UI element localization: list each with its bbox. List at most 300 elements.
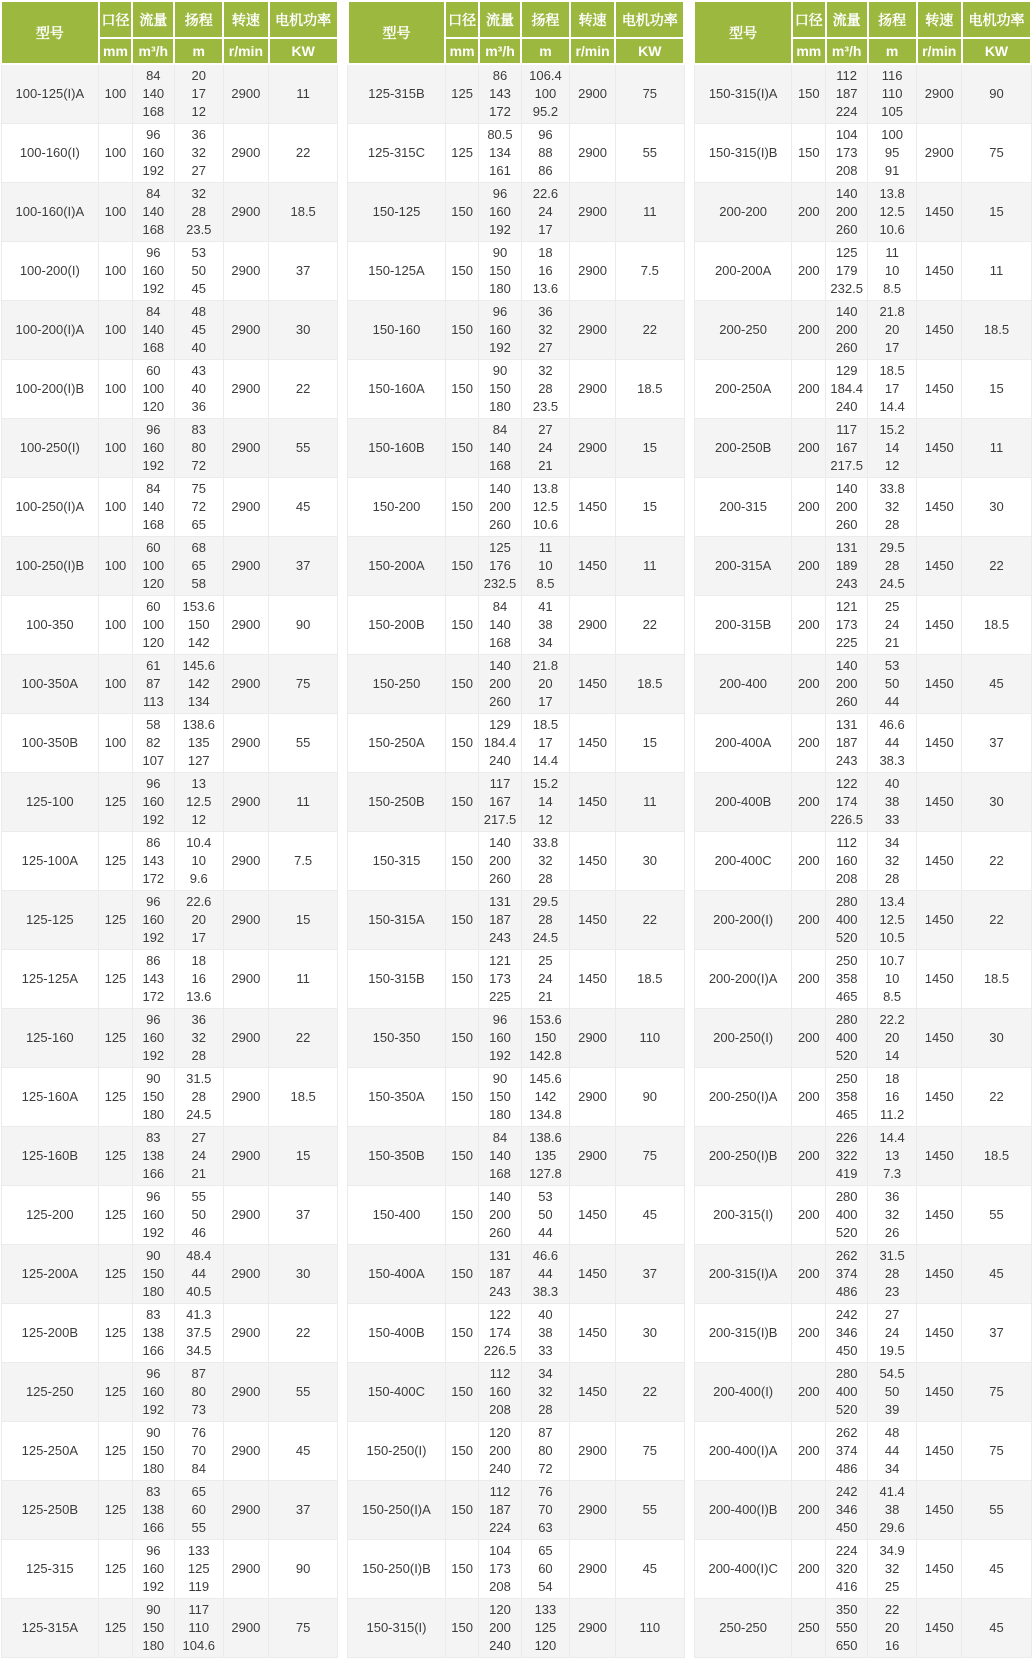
flow-value: 87 [146, 676, 161, 691]
head-value: 142 [187, 676, 210, 691]
flow-value: 100 [142, 558, 165, 573]
model-cell: 150-200A [348, 537, 446, 596]
model-cell: 125-250A [1, 1422, 99, 1481]
head-value: 28 [191, 1089, 206, 1104]
flow-value: 150 [489, 263, 511, 278]
model-cell: 100-200(I)B [1, 360, 99, 419]
table-row [1, 714, 338, 773]
flow-value: 125 [489, 540, 511, 555]
table-row [1, 478, 338, 537]
diameter-cell: 200 [792, 419, 826, 478]
model-cell: 100-200(I) [1, 242, 99, 301]
table-row [1, 64, 338, 124]
head-value: 100 [881, 127, 903, 142]
head-value: 125 [534, 1620, 557, 1635]
head-value: 65 [191, 517, 206, 532]
speed-cell: 1450 [917, 419, 962, 478]
flow-value: 450 [835, 1520, 858, 1535]
col-unit-diameter: mm [445, 38, 479, 64]
power-cell: 30 [615, 1304, 684, 1363]
diameter-cell: 150 [445, 1422, 479, 1481]
flow-value: 200 [835, 204, 858, 219]
head-value: 41 [538, 599, 553, 614]
power-cell: 22 [962, 1068, 1031, 1127]
head-cell [868, 419, 917, 478]
flow-value: 168 [489, 635, 511, 650]
flow-cell [132, 183, 174, 242]
flow-value: 138 [142, 1325, 165, 1340]
flow-value: 192 [142, 1225, 165, 1240]
flow-value: 140 [489, 658, 511, 673]
head-cell [174, 242, 223, 301]
power-cell: 37 [962, 1304, 1031, 1363]
head-value: 133 [534, 1602, 557, 1617]
flow-value: 83 [146, 1130, 161, 1145]
diameter-cell: 150 [445, 537, 479, 596]
power-cell: 11 [269, 950, 338, 1009]
speed-cell: 1450 [570, 655, 615, 714]
head-cell [174, 1245, 223, 1304]
flow-value: 96 [146, 1189, 161, 1204]
table-row [1, 124, 338, 183]
head-value: 10.6 [532, 517, 559, 532]
flow-value: 117 [836, 422, 858, 437]
model-cell: 150-315A [348, 891, 446, 950]
flow-value: 172 [142, 989, 165, 1004]
head-value: 53 [538, 1189, 553, 1204]
head-value: 38 [884, 794, 900, 809]
table-row [348, 1009, 685, 1068]
model-cell: 200-200A [694, 242, 792, 301]
flow-value: 260 [835, 340, 858, 355]
flow-value: 107 [142, 753, 165, 768]
head-value: 10.5 [879, 930, 905, 945]
power-cell: 45 [962, 1599, 1031, 1658]
head-value: 105 [881, 104, 903, 119]
diameter-cell: 100 [99, 301, 133, 360]
flow-cell [826, 537, 868, 596]
flow-cell [132, 419, 174, 478]
flow-value: 140 [489, 1189, 511, 1204]
head-value: 32 [538, 322, 553, 337]
diameter-cell: 125 [99, 1540, 133, 1599]
flow-value: 168 [142, 104, 165, 119]
diameter-cell: 150 [792, 64, 826, 124]
flow-value: 160 [489, 204, 511, 219]
flow-value: 172 [142, 871, 165, 886]
flow-value: 104 [835, 127, 858, 142]
head-value: 25 [884, 599, 900, 614]
flow-cell [132, 124, 174, 183]
head-value: 12 [538, 812, 553, 827]
head-value: 33 [884, 812, 900, 827]
diameter-cell: 200 [792, 1127, 826, 1186]
head-value: 110 [881, 86, 903, 101]
flow-value: 140 [835, 186, 858, 201]
flow-cell [826, 478, 868, 537]
col-unit-flow: m³/h [479, 38, 521, 64]
diameter-cell: 125 [99, 1186, 133, 1245]
head-value: 32 [191, 186, 206, 201]
flow-value: 90 [146, 1248, 161, 1263]
table-row [348, 64, 685, 124]
flow-value: 96 [492, 304, 508, 319]
flow-value: 83 [146, 1484, 161, 1499]
model-cell: 200-315(I)A [694, 1245, 792, 1304]
speed-cell: 2900 [223, 714, 268, 773]
flow-value: 150 [142, 1266, 165, 1281]
head-value: 72 [538, 1461, 553, 1476]
table-row [1, 891, 338, 950]
head-cell [521, 419, 570, 478]
head-value: 38 [538, 1325, 553, 1340]
flow-value: 96 [146, 422, 161, 437]
model-cell: 150-125A [348, 242, 446, 301]
speed-cell: 2900 [570, 360, 615, 419]
table-row [348, 1127, 685, 1186]
head-value: 28 [884, 558, 900, 573]
table-row [694, 301, 1031, 360]
model-cell: 125-250 [1, 1363, 99, 1422]
head-cell [174, 301, 223, 360]
head-value: 80 [538, 1443, 553, 1458]
power-cell: 18.5 [962, 301, 1031, 360]
power-cell: 30 [269, 301, 338, 360]
head-value: 40 [191, 340, 206, 355]
flow-cell [826, 124, 868, 183]
flow-value: 90 [146, 1425, 161, 1440]
power-cell: 18.5 [269, 1068, 338, 1127]
head-value: 32 [191, 1030, 206, 1045]
power-cell: 37 [269, 537, 338, 596]
pump-spec-table [693, 0, 1032, 1658]
head-value: 13.6 [532, 281, 559, 296]
diameter-cell: 100 [99, 537, 133, 596]
speed-cell: 2900 [570, 1599, 615, 1658]
diameter-cell: 125 [99, 891, 133, 950]
head-value: 127 [187, 753, 210, 768]
head-value: 65 [191, 558, 206, 573]
head-cell [521, 655, 570, 714]
head-value: 27 [191, 1130, 206, 1145]
diameter-cell: 100 [99, 360, 133, 419]
model-cell: 200-315(I)B [694, 1304, 792, 1363]
flow-value: 168 [489, 458, 511, 473]
flow-value: 120 [142, 635, 165, 650]
table-row [694, 1127, 1031, 1186]
flow-value: 520 [835, 1225, 858, 1240]
flow-value: 60 [146, 540, 161, 555]
head-value: 16 [884, 1089, 900, 1104]
head-value: 11 [538, 540, 553, 555]
flow-value: 486 [835, 1284, 858, 1299]
diameter-cell: 150 [445, 950, 479, 1009]
head-value: 21.8 [532, 658, 559, 673]
power-cell: 45 [615, 1540, 684, 1599]
model-cell: 200-250A [694, 360, 792, 419]
flow-cell [132, 242, 174, 301]
flow-value: 140 [489, 617, 511, 632]
flow-value: 129 [489, 717, 511, 732]
head-cell [868, 596, 917, 655]
flow-value: 90 [492, 245, 508, 260]
flow-cell [132, 1540, 174, 1599]
flow-value: 150 [489, 1089, 511, 1104]
head-value: 125 [187, 1561, 210, 1576]
col-header-power: 电机功率 [269, 1, 338, 38]
head-value: 36 [191, 127, 206, 142]
table-row [694, 1068, 1031, 1127]
flow-value: 240 [489, 1638, 511, 1653]
speed-cell: 2900 [570, 419, 615, 478]
model-cell: 150-315(I) [348, 1599, 446, 1658]
head-value: 29.5 [532, 894, 559, 909]
flow-value: 224 [489, 1520, 511, 1535]
head-value: 22 [884, 1602, 900, 1617]
head-value: 95 [884, 145, 900, 160]
col-unit-flow: m³/h [132, 38, 174, 64]
speed-cell: 2900 [223, 478, 268, 537]
diameter-cell: 200 [792, 891, 826, 950]
head-cell [868, 950, 917, 1009]
flow-value: 100 [142, 617, 165, 632]
head-value: 12.5 [532, 499, 559, 514]
speed-cell: 2900 [223, 1304, 268, 1363]
head-cell [868, 773, 917, 832]
flow-value: 173 [835, 617, 858, 632]
head-value: 91 [884, 163, 900, 178]
flow-value: 419 [835, 1166, 858, 1181]
speed-cell: 2900 [223, 1422, 268, 1481]
flow-cell [132, 1068, 174, 1127]
flow-value: 192 [142, 812, 165, 827]
flow-value: 84 [146, 304, 161, 319]
head-value: 10.6 [879, 222, 905, 237]
flow-value: 58 [146, 717, 161, 732]
head-value: 34 [538, 635, 553, 650]
table-row [694, 950, 1031, 1009]
head-value: 55 [191, 1520, 206, 1535]
diameter-cell: 125 [99, 1481, 133, 1540]
head-value: 87 [191, 1366, 206, 1381]
flow-value: 60 [146, 599, 161, 614]
head-value: 34 [884, 1461, 900, 1476]
power-cell: 75 [269, 655, 338, 714]
head-value: 40 [884, 776, 900, 791]
table-row [694, 1363, 1031, 1422]
table-row [348, 1481, 685, 1540]
head-value: 76 [191, 1425, 206, 1440]
head-value: 18 [538, 245, 553, 260]
head-value: 24 [538, 440, 553, 455]
power-cell: 55 [269, 714, 338, 773]
head-value: 21.8 [879, 304, 905, 319]
head-value: 142.8 [529, 1048, 562, 1063]
diameter-cell: 125 [445, 124, 479, 183]
model-cell: 150-160 [348, 301, 446, 360]
speed-cell: 2900 [223, 832, 268, 891]
flow-value: 180 [142, 1638, 165, 1653]
speed-cell: 1450 [917, 537, 962, 596]
speed-cell: 1450 [917, 1068, 962, 1127]
flow-value: 180 [142, 1461, 165, 1476]
col-header-speed: 转速 [917, 1, 962, 38]
head-cell [521, 714, 570, 773]
flow-cell [479, 1540, 521, 1599]
power-cell: 18.5 [962, 1127, 1031, 1186]
flow-value: 90 [146, 1071, 161, 1086]
head-value: 27 [884, 1307, 900, 1322]
flow-value: 243 [835, 576, 858, 591]
head-value: 14 [884, 1048, 900, 1063]
table-row [348, 950, 685, 1009]
table-row [694, 124, 1031, 183]
head-value: 46.6 [532, 1248, 559, 1263]
head-value: 153.6 [529, 1012, 562, 1027]
flow-value: 84 [492, 422, 508, 437]
model-cell: 200-250 [694, 301, 792, 360]
flow-value: 120 [489, 1602, 511, 1617]
head-cell [521, 1540, 570, 1599]
diameter-cell: 200 [792, 832, 826, 891]
flow-value: 86 [146, 835, 161, 850]
head-value: 116 [881, 68, 903, 83]
flow-value: 112 [489, 1366, 511, 1381]
table-row [1, 773, 338, 832]
model-cell: 125-200 [1, 1186, 99, 1245]
head-cell [174, 596, 223, 655]
flow-cell [479, 124, 521, 183]
flow-value: 140 [142, 322, 165, 337]
head-value: 46 [191, 1225, 206, 1240]
head-cell [521, 64, 570, 124]
head-value: 87 [538, 1425, 553, 1440]
diameter-cell: 100 [99, 419, 133, 478]
model-cell: 125-315C [348, 124, 446, 183]
head-value: 17 [884, 381, 900, 396]
power-cell: 11 [962, 419, 1031, 478]
table-row [1, 1540, 338, 1599]
head-value: 34 [538, 1366, 553, 1381]
head-value: 44 [538, 1225, 553, 1240]
head-value: 50 [538, 1207, 553, 1222]
power-cell: 15 [269, 891, 338, 950]
flow-value: 172 [489, 104, 511, 119]
speed-cell: 1450 [570, 891, 615, 950]
flow-value: 160 [142, 1384, 165, 1399]
flow-cell [132, 1186, 174, 1245]
flow-value: 134 [489, 145, 511, 160]
flow-value: 84 [146, 68, 161, 83]
head-value: 36 [191, 399, 206, 414]
head-value: 50 [884, 1384, 900, 1399]
speed-cell: 2900 [223, 64, 268, 124]
head-cell [174, 1304, 223, 1363]
head-cell [868, 301, 917, 360]
flow-value: 400 [835, 1030, 858, 1045]
diameter-cell: 150 [445, 714, 479, 773]
speed-cell: 1450 [917, 1481, 962, 1540]
flow-value: 200 [489, 1207, 511, 1222]
flow-value: 143 [142, 853, 165, 868]
head-value: 25 [538, 953, 553, 968]
head-cell [521, 832, 570, 891]
table-row [1, 183, 338, 242]
head-value: 27 [538, 422, 553, 437]
flow-cell [132, 714, 174, 773]
flow-value: 160 [142, 1207, 165, 1222]
head-value: 24.5 [186, 1107, 212, 1122]
table-row [348, 478, 685, 537]
diameter-cell: 200 [792, 773, 826, 832]
head-cell [521, 950, 570, 1009]
diameter-cell: 125 [99, 1363, 133, 1422]
flow-cell [132, 832, 174, 891]
power-cell: 22 [615, 596, 684, 655]
model-cell: 200-400A [694, 714, 792, 773]
model-cell: 200-200(I)A [694, 950, 792, 1009]
model-cell: 200-400(I) [694, 1363, 792, 1422]
flow-value: 160 [142, 440, 165, 455]
flow-value: 121 [489, 953, 511, 968]
flow-value: 117 [489, 776, 511, 791]
table-row [348, 537, 685, 596]
head-value: 25 [884, 1579, 900, 1594]
diameter-cell: 200 [792, 1245, 826, 1304]
head-cell [868, 537, 917, 596]
head-cell [868, 242, 917, 301]
speed-cell: 2900 [223, 1127, 268, 1186]
flow-value: 112 [836, 68, 858, 83]
head-cell [174, 714, 223, 773]
model-cell: 150-250(I)B [348, 1540, 446, 1599]
table-row [348, 1068, 685, 1127]
head-value: 38 [538, 617, 553, 632]
flow-value: 232.5 [830, 281, 863, 296]
power-cell: 22 [615, 301, 684, 360]
diameter-cell: 150 [445, 1363, 479, 1422]
flow-value: 232.5 [483, 576, 517, 591]
diameter-cell: 150 [445, 1127, 479, 1186]
head-value: 22.6 [532, 186, 559, 201]
diameter-cell: 150 [792, 124, 826, 183]
power-cell: 110 [615, 1009, 684, 1068]
col-unit-flow: m³/h [826, 38, 868, 64]
flow-cell [132, 1127, 174, 1186]
flow-value: 208 [835, 163, 858, 178]
speed-cell: 2900 [917, 64, 962, 124]
diameter-cell: 200 [792, 301, 826, 360]
speed-cell: 1450 [917, 714, 962, 773]
head-value: 54 [538, 1579, 553, 1594]
head-cell [521, 1481, 570, 1540]
head-value: 41.3 [186, 1307, 212, 1322]
flow-value: 180 [489, 281, 511, 296]
head-value: 72 [191, 499, 206, 514]
power-cell: 37 [269, 242, 338, 301]
flow-value: 224 [835, 1543, 858, 1558]
speed-cell: 2900 [223, 360, 268, 419]
model-cell: 100-160(I) [1, 124, 99, 183]
speed-cell: 1450 [570, 1186, 615, 1245]
flow-cell [479, 1127, 521, 1186]
head-value: 150 [534, 1030, 557, 1045]
power-cell: 18.5 [615, 360, 684, 419]
power-cell: 15 [615, 419, 684, 478]
col-header-model: 型号 [348, 1, 446, 64]
diameter-cell: 100 [99, 183, 133, 242]
model-cell: 100-125(I)A [1, 64, 99, 124]
